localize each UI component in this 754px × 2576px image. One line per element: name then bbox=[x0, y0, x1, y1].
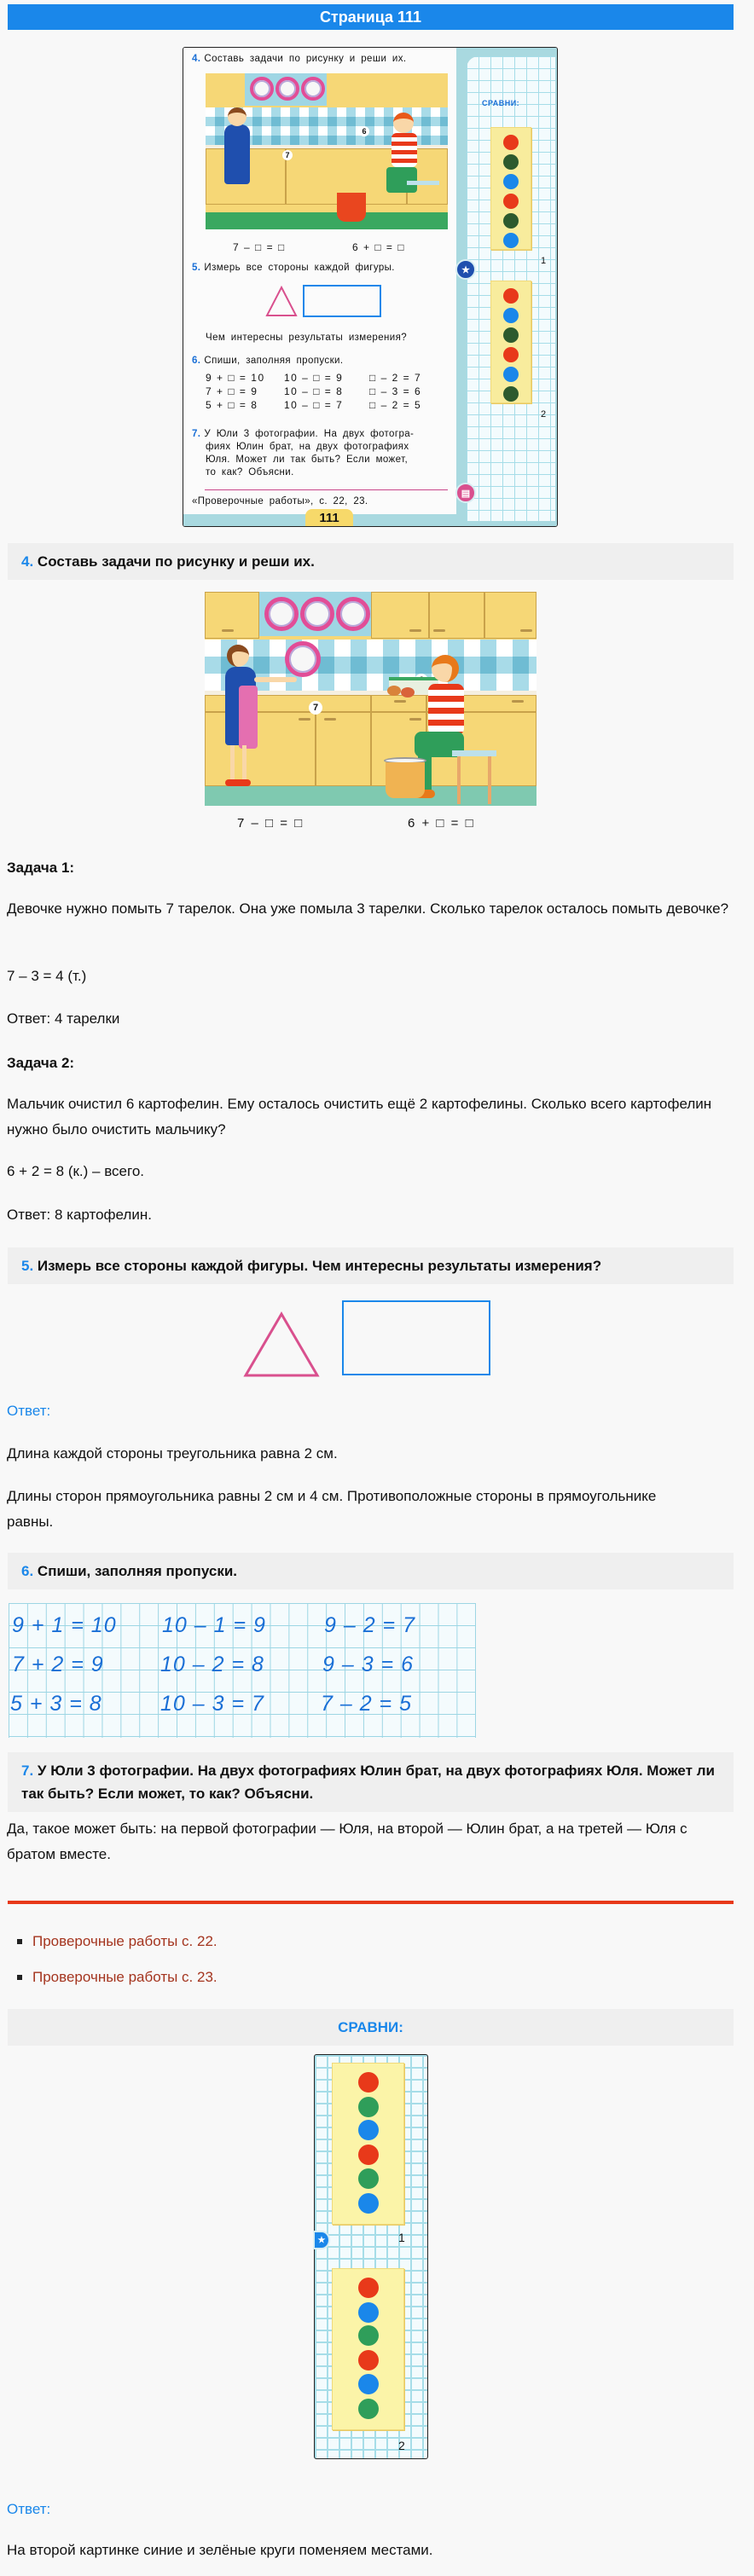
circle-red bbox=[503, 347, 519, 362]
problem2-solution: 6 + 2 = 8 (к.) – всего. bbox=[7, 1163, 145, 1179]
problem1-text: Девочке нужно помыть 7 тарелок. Она уже помыла 3 тарелки. Сколько тарелок осталось помыть девочке? bbox=[7, 900, 729, 917]
bucket bbox=[386, 762, 425, 798]
page-title: Страница 111 bbox=[8, 4, 734, 30]
scan-right-margin bbox=[456, 48, 558, 526]
equation-answer: 7 – 2 = 5 bbox=[321, 1692, 412, 1716]
task5-answer-triangle: Длина каждой стороны треугольника равна 2 см. bbox=[7, 1445, 338, 1462]
scan-task7-line: фиях Юлин брат, на двух фотографиях bbox=[206, 442, 409, 452]
scan-footer-reference: «Проверочные работы», с. 22, 23. bbox=[192, 496, 368, 507]
scan-card-2 bbox=[490, 281, 531, 403]
scan-eq: □ – 3 = 6 bbox=[369, 385, 422, 397]
scan-eq: 5 + □ = 8 bbox=[206, 399, 258, 411]
equation-left: 7 – □ = □ bbox=[237, 816, 304, 831]
task5-answer-label: Ответ: bbox=[7, 1403, 51, 1419]
circle-blue bbox=[358, 2193, 379, 2214]
rectangle-shape bbox=[342, 1300, 490, 1375]
circle-green bbox=[503, 327, 519, 343]
circle-red bbox=[503, 194, 519, 209]
equation-answer: 9 + 1 = 10 bbox=[12, 1613, 117, 1637]
task4-heading: 4. Составь задачи по рисунку и реши их. bbox=[8, 543, 734, 580]
scan-eq: 7 + □ = 9 bbox=[206, 385, 258, 397]
scan-eq: 10 – □ = 9 bbox=[284, 372, 344, 384]
equation-answer: 9 – 3 = 6 bbox=[322, 1653, 414, 1676]
link-item bbox=[17, 1967, 218, 2003]
equation-answer: 10 – 1 = 9 bbox=[162, 1613, 266, 1637]
circle-blue bbox=[503, 174, 519, 189]
scan-sravni-label: СРАВНИ: bbox=[482, 99, 520, 107]
equation-answer: 5 + 3 = 8 bbox=[10, 1692, 102, 1716]
scan-rectangle-shape bbox=[303, 285, 381, 317]
circle-blue bbox=[358, 2120, 379, 2140]
task7-heading: 7. У Юли 3 фотографии. На двух фотографиях Юлин брат, на двух фотографиях Юля. Может ли так быть? Если может, то как? Объясни. bbox=[8, 1752, 734, 1812]
circle-red bbox=[358, 2072, 379, 2093]
boy-shirt bbox=[428, 684, 464, 735]
circle-green bbox=[358, 2168, 379, 2189]
scan-left-column bbox=[183, 48, 456, 526]
link-proverochnye-22[interactable]: Проверочные работы с. 22. bbox=[32, 1933, 218, 1949]
scan-page-number: 111 bbox=[305, 509, 353, 526]
circle-green bbox=[358, 2399, 379, 2419]
compare-card-2-label: 2 bbox=[398, 2439, 405, 2452]
task5-answer-rectangle: Длины сторон прямоугольника равны 2 см и 4 см. Противоположные стороны в прямоугольнике равны. bbox=[7, 1488, 657, 1530]
circle-blue bbox=[358, 2302, 379, 2323]
circle-blue bbox=[503, 367, 519, 382]
compare-card-2 bbox=[332, 2268, 404, 2430]
scan-triangle-shape bbox=[264, 285, 299, 317]
circle-red bbox=[503, 135, 519, 150]
compare-card-1-label: 1 bbox=[398, 2231, 405, 2244]
task7-answer: Да, такое может быть: на первой фотографии — Юля, на второй — Юлин брат, а на третей — Юля с братом вместе. bbox=[7, 1821, 687, 1862]
scan-card-1-label: 1 bbox=[541, 256, 547, 266]
girl-figure bbox=[224, 124, 250, 184]
compare-answer: На второй картинке синие и зелёные круги поменяем местами. bbox=[7, 2542, 433, 2558]
compare-heading: СРАВНИ: bbox=[8, 2009, 734, 2046]
equation-answer: 10 – 3 = 7 bbox=[160, 1692, 264, 1716]
triangle-shape bbox=[242, 1311, 321, 1379]
circle-blue bbox=[503, 233, 519, 248]
star-icon: ★ bbox=[313, 2231, 330, 2249]
equation-answer: 7 + 2 = 9 bbox=[12, 1653, 104, 1676]
scan-eq: □ – 2 = 5 bbox=[369, 399, 422, 411]
problem1-title: Задача 1: bbox=[7, 860, 75, 876]
scan-divider bbox=[205, 489, 448, 490]
star-icon: ★ bbox=[455, 259, 476, 280]
scan-card-2-label: 2 bbox=[541, 409, 547, 420]
scan-eq: 9 + □ = 10 bbox=[206, 372, 265, 384]
problem2-text: Мальчик очистил 6 картофелин. Ему осталось очистить ещё 2 картофелины. Сколько всего картофелин нужно было очистить мальчику? bbox=[7, 1096, 712, 1137]
task6-heading: 6. Спиши, заполняя пропуски. bbox=[8, 1553, 734, 1589]
scan-equation-right: 6 + □ = □ bbox=[352, 241, 406, 253]
equation-right: 6 + □ = □ bbox=[408, 816, 475, 831]
problem1-solution: 7 – 3 = 4 (т.) bbox=[7, 968, 87, 984]
scan-kitchen-illustration bbox=[206, 73, 448, 229]
compare-image bbox=[314, 2054, 428, 2459]
circle-red bbox=[358, 2145, 379, 2165]
circle-red bbox=[503, 288, 519, 304]
link-item bbox=[17, 1931, 218, 1967]
compare-answer-label: Ответ: bbox=[7, 2501, 51, 2517]
problem1-answer: Ответ: 4 тарелки bbox=[7, 1010, 120, 1027]
boy-head bbox=[432, 655, 459, 682]
circle-red bbox=[358, 2278, 379, 2298]
related-links bbox=[17, 1931, 218, 2003]
scan-eq: 10 – □ = 8 bbox=[284, 385, 344, 397]
compare-card-1 bbox=[332, 2063, 404, 2225]
circle-green bbox=[503, 386, 519, 402]
scan-tag-6: 6 bbox=[359, 126, 369, 136]
scan-task7-line: Юля. Может ли так быть? Если может, bbox=[206, 454, 409, 465]
circle-green bbox=[503, 213, 519, 229]
problem2-answer: Ответ: 8 картофелин. bbox=[7, 1207, 152, 1223]
equation-answer: 10 – 2 = 8 bbox=[160, 1653, 264, 1676]
link-proverochnye-23[interactable]: Проверочные работы с. 23. bbox=[32, 1969, 218, 1985]
scan-task5-question: Чем интересны результаты измерения? bbox=[206, 333, 408, 343]
kitchen-illustration bbox=[205, 592, 536, 806]
scan-tag-7: 7 bbox=[282, 150, 293, 160]
scan-task6-heading: 6. Спиши, заполняя пропуски. bbox=[192, 356, 344, 366]
equation-answer: 9 – 2 = 7 bbox=[324, 1613, 415, 1637]
tag-7: 7 bbox=[309, 701, 322, 715]
girl-head bbox=[227, 645, 249, 667]
scan-eq: 10 – □ = 7 bbox=[284, 399, 344, 411]
task6-answer-grid bbox=[9, 1603, 476, 1738]
scan-task7-heading: 7. У Юли 3 фотографии. На двух фотогра- bbox=[192, 429, 415, 439]
circle-blue bbox=[503, 308, 519, 323]
circle-blue bbox=[358, 2374, 379, 2394]
circle-green bbox=[358, 2097, 379, 2117]
textbook-page-image bbox=[183, 47, 558, 527]
boy-figure bbox=[392, 133, 417, 167]
task5-heading: 5. Измерь все стороны каждой фигуры. Чем интересны результаты измерения? bbox=[8, 1247, 734, 1284]
circle-green bbox=[503, 154, 519, 170]
circle-red bbox=[358, 2350, 379, 2370]
book-icon: ▤ bbox=[455, 483, 476, 503]
scan-equation-left: 7 – □ = □ bbox=[233, 241, 286, 253]
scan-card-1 bbox=[490, 127, 531, 250]
circle-green bbox=[358, 2325, 379, 2346]
section-divider bbox=[8, 1901, 734, 1904]
scan-task4-heading: 4. Составь задачи по рисунку и реши их. bbox=[192, 54, 407, 64]
problem2-title: Задача 2: bbox=[7, 1055, 75, 1071]
scan-task5-heading: 5. Измерь все стороны каждой фигуры. bbox=[192, 263, 395, 273]
scan-task7-line: то как? Объясни. bbox=[206, 467, 294, 478]
scan-eq: □ – 2 = 7 bbox=[369, 372, 422, 384]
